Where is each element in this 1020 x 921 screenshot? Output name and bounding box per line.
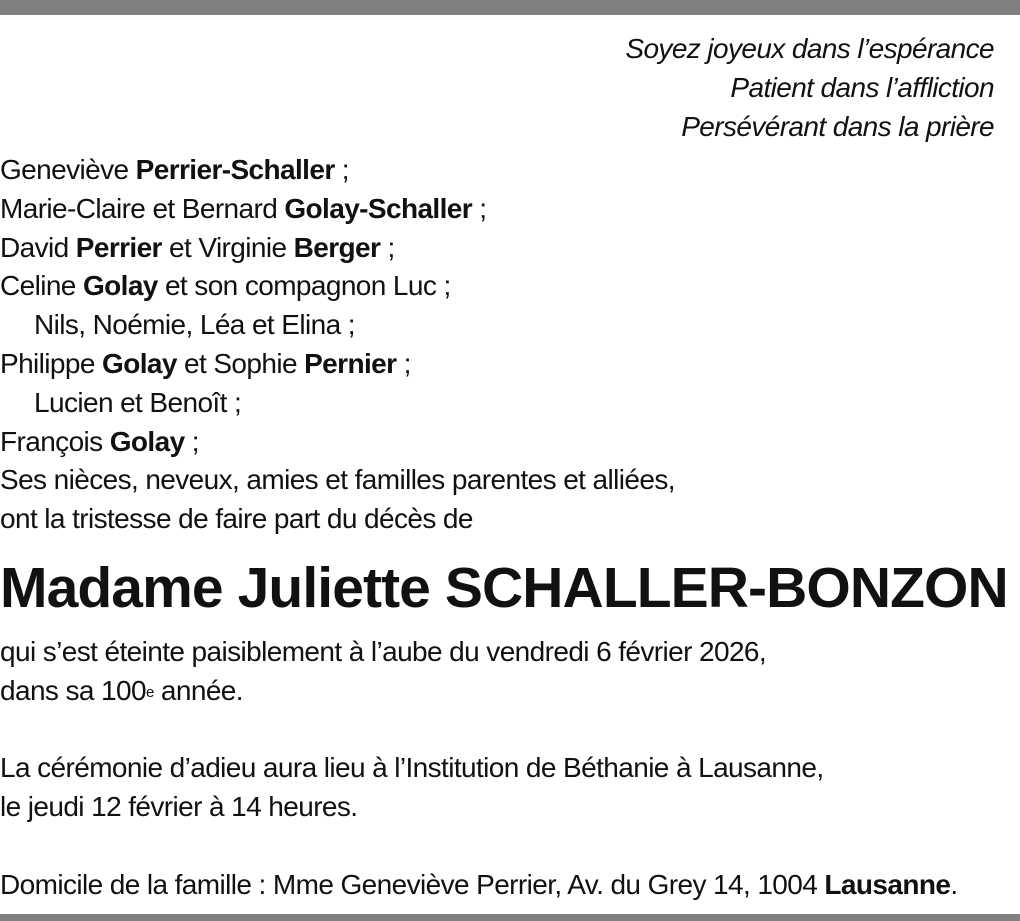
death-details: [0, 633, 766, 711]
first-name: François: [0, 425, 110, 457]
epigraph: [625, 29, 994, 146]
separator: ;: [472, 192, 487, 224]
epigraph-line: Patient dans l’affliction: [730, 72, 994, 103]
age-line: [0, 672, 766, 711]
epigraph-line: Persévérant dans la prière: [681, 111, 994, 142]
extended-family-line: Ses nièces, neveux, amies et familles parentes et alliées,: [0, 464, 675, 496]
surname: Golay: [82, 270, 158, 302]
family-line: [0, 267, 675, 306]
family-list: [0, 151, 675, 539]
separator: ;: [334, 154, 349, 185]
surname: Golay-Schaller: [284, 192, 473, 224]
surname: Golay: [109, 425, 185, 457]
ceremony-date-line: le jeudi 12 février à 14 heures.: [0, 790, 358, 822]
ordinal-suffix: e: [145, 683, 154, 701]
first-name: David: [0, 231, 76, 263]
top-rule: [0, 0, 1020, 15]
separator: ;: [380, 231, 395, 263]
surname: Perrier-Schaller: [135, 154, 335, 185]
family-line: [0, 345, 675, 384]
deceased-name: Madame Juliette SCHALLER-BONZON: [0, 556, 1008, 620]
ceremony-line: La cérémonie d’adieu aura lieu à l’Institution de Béthanie à Lausanne,: [0, 752, 824, 783]
domicile-city: Lausanne: [824, 869, 951, 900]
ceremony-details: [0, 749, 824, 827]
surname: Golay: [102, 347, 177, 379]
announcement-line: ont la tristesse de faire part du décès de: [0, 503, 473, 535]
death-line: qui s’est éteinte paisiblement à l’aube du vendredi 6 février 2026,: [0, 636, 767, 667]
age-text: année.: [153, 674, 243, 706]
first-name: Marie-Claire et Bernard: [0, 192, 285, 224]
relation-text: et son compagnon Luc ;: [157, 270, 451, 302]
age-text: dans sa 100: [0, 674, 146, 706]
surname: Pernier: [304, 347, 397, 379]
first-name: et Virginie: [161, 231, 294, 263]
first-name: Philippe: [0, 347, 103, 379]
family-line: [0, 229, 675, 268]
epigraph-line: Soyez joyeux dans l’espérance: [625, 33, 994, 64]
domicile-address: Domicile de la famille : Mme Geneviève Perrier, Av. du Grey 14, 1004: [0, 869, 825, 900]
domicile-line: [0, 866, 958, 905]
family-line-children: Nils, Noémie, Léa et Elina ;: [34, 309, 355, 341]
surname: Perrier: [75, 231, 162, 263]
family-line: [0, 190, 675, 229]
separator: ;: [184, 425, 199, 457]
family-line-children: Lucien et Benoît ;: [34, 386, 242, 418]
bottom-rule: [0, 914, 1020, 921]
domicile-period: .: [950, 869, 958, 900]
family-line: [0, 423, 675, 462]
surname: Berger: [293, 231, 381, 263]
family-line: [0, 151, 675, 190]
first-name: Celine: [0, 270, 83, 302]
first-name: Geneviève: [0, 154, 136, 185]
separator: ;: [396, 347, 411, 379]
first-name: et Sophie: [176, 347, 305, 379]
